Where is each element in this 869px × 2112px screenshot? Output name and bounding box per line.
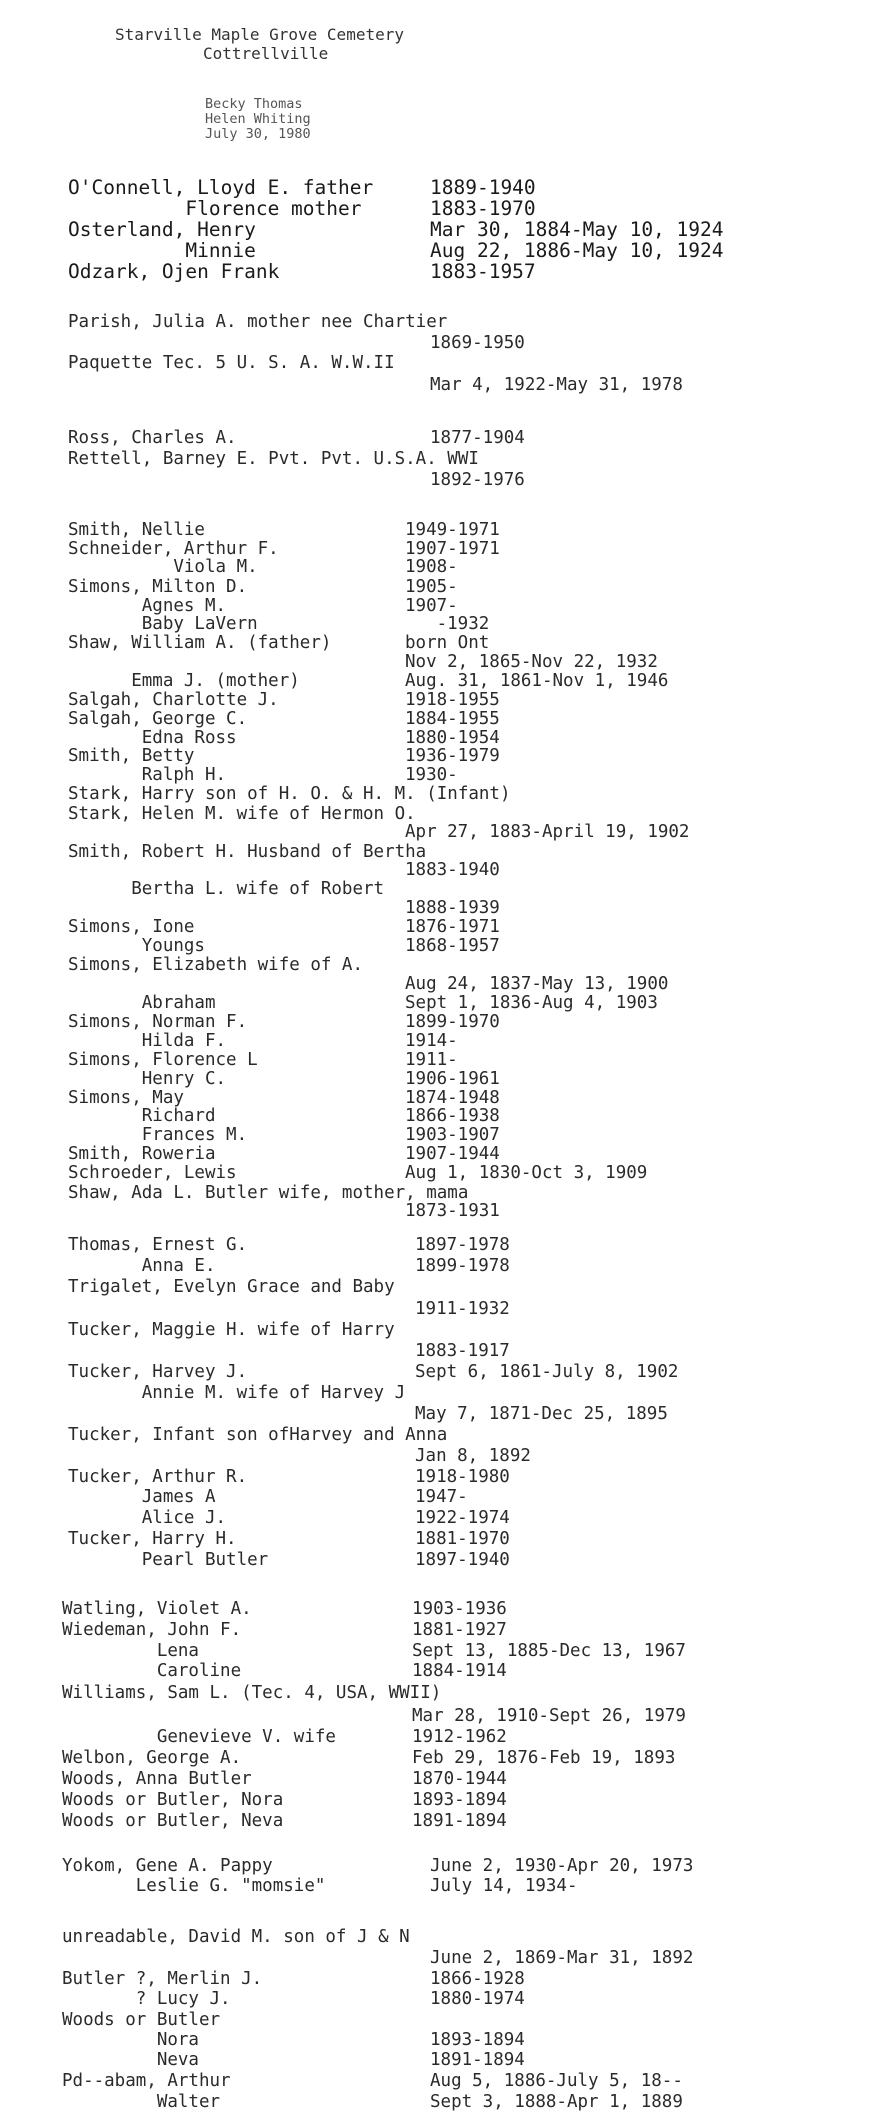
- entry-name: Butler ?, Merlin J.: [62, 1969, 263, 1989]
- burial-entry: [0, 1769, 869, 1789]
- entry-dates: July 14, 1934-: [430, 1876, 578, 1896]
- burial-entry: [0, 974, 869, 994]
- entry-dates: 1869-1950: [430, 333, 525, 353]
- burial-entry: [0, 596, 869, 616]
- entry-dates: 1881-1927: [412, 1620, 507, 1640]
- entry-dates: 1883-1957: [430, 260, 536, 283]
- burial-entry: [0, 633, 869, 653]
- burial-entry: [0, 1661, 869, 1681]
- entry-dates: Mar 28, 1910-Sept 26, 1979: [412, 1706, 686, 1726]
- entry-name: Nora: [62, 2030, 199, 2050]
- burial-entry: [0, 784, 869, 804]
- burial-entry: [0, 1069, 869, 1089]
- entry-name: Henry C.: [68, 1069, 227, 1089]
- burial-entry: [0, 1235, 869, 1255]
- burial-entry: [0, 2010, 869, 2030]
- entry-dates: 1907-1944: [405, 1144, 500, 1164]
- entry-dates: 1893-1894: [430, 2030, 525, 2050]
- entry-dates: -1932: [405, 614, 490, 634]
- burial-entry: [0, 1125, 869, 1145]
- entry-name: Lena: [62, 1641, 199, 1661]
- burial-entry: [0, 1362, 869, 1382]
- burial-entry: [0, 671, 869, 691]
- burial-entry: [0, 1508, 869, 1528]
- entry-name: Smith, Roweria: [68, 1144, 216, 1164]
- burial-entry: [0, 312, 869, 332]
- entry-dates: Aug 5, 1886-July 5, 18--: [430, 2071, 683, 2091]
- entry-dates: Sept 13, 1885-Dec 13, 1967: [412, 1641, 686, 1661]
- burial-entry: [0, 1106, 869, 1126]
- entry-name: Genevieve V. wife: [62, 1727, 336, 1747]
- burial-entry: [0, 557, 869, 577]
- burial-entry: [0, 1144, 869, 1164]
- entry-dates: 1918-1980: [415, 1467, 510, 1487]
- entry-dates: 1883-1970: [430, 197, 536, 220]
- burial-entry: [0, 1876, 869, 1896]
- entry-name: Youngs: [68, 936, 205, 956]
- entry-dates: Aug 1, 1830-Oct 3, 1909: [405, 1163, 648, 1183]
- burial-entry: [0, 1599, 869, 1619]
- burial-entry: [0, 1341, 869, 1361]
- burial-entry: [0, 1404, 869, 1424]
- entry-name: Simons, Florence L: [68, 1050, 258, 1070]
- burial-entry: [0, 860, 869, 880]
- entry-name: Thomas, Ernest G.: [68, 1235, 248, 1255]
- entry-dates: Mar 4, 1922-May 31, 1978: [430, 375, 683, 395]
- entry-dates: Aug 22, 1886-May 10, 1924: [430, 239, 724, 262]
- burial-entry: [0, 2050, 869, 2070]
- entry-dates: 1908-: [405, 557, 458, 577]
- entry-dates: 1897-1940: [415, 1550, 510, 1570]
- burial-entry: [0, 822, 869, 842]
- burial-entry: [0, 1727, 869, 1747]
- entry-name: Tucker, Infant son ofHarvey and Anna: [68, 1425, 448, 1445]
- burial-entry: [0, 353, 869, 373]
- entry-dates: 1899-1978: [415, 1256, 510, 1276]
- entry-dates: Apr 27, 1883-April 19, 1902: [405, 822, 690, 842]
- burial-entry: [0, 1299, 869, 1319]
- burial-entry: [0, 652, 869, 672]
- entry-dates: Jan 8, 1892: [415, 1446, 531, 1466]
- burial-entry: [0, 333, 869, 353]
- burial-entry: [0, 1031, 869, 1051]
- entry-name: Baby LaVern: [68, 614, 258, 634]
- entry-name: Smith, Nellie: [68, 520, 205, 540]
- entry-dates: Sept 1, 1836-Aug 4, 1903: [405, 993, 658, 1013]
- entry-name: Parish, Julia A. mother nee Chartier: [68, 312, 448, 332]
- entry-name: Watling, Violet A.: [62, 1599, 252, 1619]
- burial-entry: [0, 1620, 869, 1640]
- entry-dates: 1876-1971: [405, 917, 500, 937]
- entry-name: Simons, Ione: [68, 917, 195, 937]
- entry-name: Stark, Harry son of H. O. & H. M. (Infant): [68, 784, 511, 804]
- entry-dates: 1918-1955: [405, 690, 500, 710]
- burial-entry: [0, 1201, 869, 1221]
- burial-entry: [0, 1811, 869, 1831]
- entry-dates: 1914-: [405, 1031, 458, 1051]
- entry-name: Tucker, Harvey J.: [68, 1362, 248, 1382]
- entry-name: ? Lucy J.: [62, 1989, 231, 2009]
- burial-entry: [0, 1320, 869, 1340]
- entry-name: Woods or Butler, Nora: [62, 1790, 284, 1810]
- entry-name: Abraham: [68, 993, 216, 1013]
- entry-dates: 1866-1928: [430, 1969, 525, 1989]
- entry-name: Simons, Norman F.: [68, 1012, 248, 1032]
- entry-name: Tucker, Harry H.: [68, 1529, 237, 1549]
- entry-dates: Aug 24, 1837-May 13, 1900: [405, 974, 669, 994]
- entry-dates: 1947-: [415, 1487, 468, 1507]
- entry-dates: 1905-: [405, 577, 458, 597]
- entry-name: Trigalet, Evelyn Grace and Baby: [68, 1277, 395, 1297]
- entry-name: Salgah, George C.: [68, 709, 248, 729]
- entry-name: Schneider, Arthur F.: [68, 539, 279, 559]
- entry-dates: 1907-1971: [405, 539, 500, 559]
- entry-name: James A: [68, 1487, 216, 1507]
- burial-entry: [0, 709, 869, 729]
- burial-entry: [0, 2071, 869, 2091]
- entry-name: Frances M.: [68, 1125, 248, 1145]
- entry-dates: June 2, 1930-Apr 20, 1973: [430, 1856, 694, 1876]
- burial-entry: [0, 178, 869, 198]
- entry-name: Schroeder, Lewis: [68, 1163, 237, 1183]
- entry-name: Shaw, William A. (father): [68, 633, 332, 653]
- burial-entry: [0, 220, 869, 240]
- entry-name: Welbon, George A.: [62, 1748, 242, 1768]
- burial-entry: [0, 842, 869, 862]
- document-subtitle: Cottrellville: [203, 44, 329, 63]
- entry-dates: May 7, 1871-Dec 25, 1895: [415, 1404, 668, 1424]
- burial-entry: [0, 804, 869, 824]
- entry-dates: Sept 6, 1861-July 8, 1902: [415, 1362, 679, 1382]
- burial-entry: [0, 879, 869, 899]
- burial-entry: [0, 1969, 869, 1989]
- entry-dates: 1930-: [405, 765, 458, 785]
- entry-name: Ross, Charles A.: [68, 428, 237, 448]
- entry-name: Simons, May: [68, 1088, 184, 1108]
- burial-entry: [0, 2030, 869, 2050]
- entry-dates: Feb 29, 1876-Feb 19, 1893: [412, 1748, 676, 1768]
- entry-dates: 1884-1955: [405, 709, 500, 729]
- entry-dates: 1883-1940: [405, 860, 500, 880]
- entry-dates: Sept 3, 1888-Apr 1, 1889: [430, 2092, 683, 2112]
- burial-entry: [0, 539, 869, 559]
- burial-entry: [0, 746, 869, 766]
- entry-dates: 1936-1979: [405, 746, 500, 766]
- burial-entry: [0, 1163, 869, 1183]
- recorder-name: Becky Thomas: [205, 96, 303, 112]
- entry-name: Agnes M.: [68, 596, 227, 616]
- burial-entry: [0, 1790, 869, 1810]
- entry-name: Viola M.: [68, 557, 258, 577]
- burial-entry: [0, 1948, 869, 1968]
- entry-name: Emma J. (mother): [68, 671, 300, 691]
- entry-name: Tucker, Maggie H. wife of Harry: [68, 1320, 395, 1340]
- burial-entry: [0, 520, 869, 540]
- entry-dates: born Ont: [405, 633, 490, 653]
- burial-entry: [0, 1467, 869, 1487]
- burial-entry: [0, 1487, 869, 1507]
- burial-entry: [0, 765, 869, 785]
- entry-dates: 1911-1932: [415, 1299, 510, 1319]
- entry-dates: 1870-1944: [412, 1769, 507, 1789]
- entry-dates: 1892-1976: [430, 470, 525, 490]
- entry-dates: 1889-1940: [430, 176, 536, 199]
- entry-name: Osterland, Henry: [68, 218, 256, 241]
- entry-dates: June 2, 1869-Mar 31, 1892: [430, 1948, 694, 1968]
- entry-name: Ralph H.: [68, 765, 227, 785]
- entry-name: Rettell, Barney E. Pvt. Pvt. U.S.A. WWI: [68, 449, 479, 469]
- burial-entry: [0, 199, 869, 219]
- entry-name: Yokom, Gene A. Pappy: [62, 1856, 273, 1876]
- entry-dates: 1877-1904: [430, 428, 525, 448]
- entry-name: O'Connell, Lloyd E. father: [68, 176, 374, 199]
- entry-name: Woods or Butler, Neva: [62, 1811, 284, 1831]
- entry-name: Tucker, Arthur R.: [68, 1467, 248, 1487]
- entry-dates: 1891-1894: [430, 2050, 525, 2070]
- entry-dates: 1891-1894: [412, 1811, 507, 1831]
- entry-dates: 1903-1936: [412, 1599, 507, 1619]
- entry-name: Alice J.: [68, 1508, 227, 1528]
- entry-name: Neva: [62, 2050, 199, 2070]
- entry-dates: 1883-1917: [415, 1341, 510, 1361]
- entry-name: Minnie: [68, 239, 256, 262]
- entry-name: Paquette Tec. 5 U. S. A. W.W.II: [68, 353, 395, 373]
- entry-dates: 1897-1978: [415, 1235, 510, 1255]
- entry-name: Simons, Elizabeth wife of A.: [68, 955, 364, 975]
- burial-entry: [0, 470, 869, 490]
- recorder-name: Helen Whiting: [205, 111, 311, 127]
- entry-name: Leslie G. "momsie": [62, 1876, 326, 1896]
- burial-entry: [0, 428, 869, 448]
- entry-name: Salgah, Charlotte J.: [68, 690, 279, 710]
- burial-entry: [0, 936, 869, 956]
- entry-dates: 1873-1931: [405, 1201, 500, 1221]
- entry-dates: 1866-1938: [405, 1106, 500, 1126]
- entry-name: Walter: [62, 2092, 221, 2112]
- burial-entry: [0, 375, 869, 395]
- burial-entry: [0, 1927, 869, 1947]
- entry-name: Odzark, Ojen Frank: [68, 260, 280, 283]
- burial-entry: [0, 1748, 869, 1768]
- entry-dates: 1868-1957: [405, 936, 500, 956]
- entry-dates: 1907-: [405, 596, 458, 616]
- entry-dates: 1911-: [405, 1050, 458, 1070]
- entry-name: Richard: [68, 1106, 216, 1126]
- burial-entry: [0, 577, 869, 597]
- entry-dates: 1906-1961: [405, 1069, 500, 1089]
- burial-entry: [0, 898, 869, 918]
- burial-entry: [0, 1183, 869, 1203]
- entry-dates: 1874-1948: [405, 1088, 500, 1108]
- entry-name: Edna Ross: [68, 728, 237, 748]
- entry-name: Pd--abam, Arthur: [62, 2071, 231, 2091]
- burial-entry: [0, 449, 869, 469]
- document-title: Starville Maple Grove Cemetery: [115, 25, 404, 44]
- burial-entry: [0, 1050, 869, 1070]
- burial-entry: [0, 1088, 869, 1108]
- entry-name: Simons, Milton D.: [68, 577, 248, 597]
- entry-name: Pearl Butler: [68, 1550, 269, 1570]
- burial-entry: [0, 1706, 869, 1726]
- entry-name: Wiedeman, John F.: [62, 1620, 242, 1640]
- burial-entry: [0, 1277, 869, 1297]
- burial-entry: [0, 917, 869, 937]
- entry-name: Stark, Helen M. wife of Hermon O.: [68, 804, 416, 824]
- burial-entry: [0, 1425, 869, 1445]
- burial-entry: [0, 1256, 869, 1276]
- burial-entry: [0, 1446, 869, 1466]
- entry-name: Annie M. wife of Harvey J: [68, 1383, 406, 1403]
- entry-name: Bertha L. wife of Robert: [68, 879, 385, 899]
- entry-dates: 1912-1962: [412, 1727, 507, 1747]
- entry-dates: 1888-1939: [405, 898, 500, 918]
- burial-entry: [0, 614, 869, 634]
- entry-dates: Nov 2, 1865-Nov 22, 1932: [405, 652, 658, 672]
- entry-name: Woods, Anna Butler: [62, 1769, 252, 1789]
- burial-entry: [0, 241, 869, 261]
- entry-dates: 1884-1914: [412, 1661, 507, 1681]
- entry-dates: 1949-1971: [405, 520, 500, 540]
- burial-entry: [0, 1856, 869, 1876]
- burial-entry: [0, 1550, 869, 1570]
- entry-name: Caroline: [62, 1661, 242, 1681]
- entry-name: Florence mother: [68, 197, 362, 220]
- entry-dates: 1903-1907: [405, 1125, 500, 1145]
- entry-dates: 1899-1970: [405, 1012, 500, 1032]
- entry-name: unreadable, David M. son of J & N: [62, 1927, 410, 1947]
- burial-entry: [0, 728, 869, 748]
- record-date: July 30, 1980: [205, 126, 311, 142]
- entry-name: Smith, Betty: [68, 746, 195, 766]
- entry-dates: 1880-1954: [405, 728, 500, 748]
- entry-name: Hilda F.: [68, 1031, 227, 1051]
- entry-name: Smith, Robert H. Husband of Bertha: [68, 842, 427, 862]
- entry-name: Williams, Sam L. (Tec. 4, USA, WWII): [62, 1683, 442, 1703]
- entry-dates: Aug. 31, 1861-Nov 1, 1946: [405, 671, 669, 691]
- burial-entry: [0, 993, 869, 1013]
- burial-entry: [0, 1683, 869, 1703]
- entry-name: Shaw, Ada L. Butler wife, mother, mama: [68, 1183, 469, 1203]
- entry-dates: 1881-1970: [415, 1529, 510, 1549]
- entry-dates: 1880-1974: [430, 1989, 525, 2009]
- entry-dates: Mar 30, 1884-May 10, 1924: [430, 218, 724, 241]
- burial-entry: [0, 262, 869, 282]
- burial-entry: [0, 1641, 869, 1661]
- entry-name: Woods or Butler: [62, 2010, 221, 2030]
- burial-entry: [0, 2092, 869, 2112]
- burial-entry: [0, 1012, 869, 1032]
- entry-name: Anna E.: [68, 1256, 216, 1276]
- entry-dates: 1893-1894: [412, 1790, 507, 1810]
- burial-entry: [0, 1529, 869, 1549]
- burial-entry: [0, 1989, 869, 2009]
- burial-entry: [0, 690, 869, 710]
- burial-entry: [0, 955, 869, 975]
- entry-dates: 1922-1974: [415, 1508, 510, 1528]
- burial-entry: [0, 1383, 869, 1403]
